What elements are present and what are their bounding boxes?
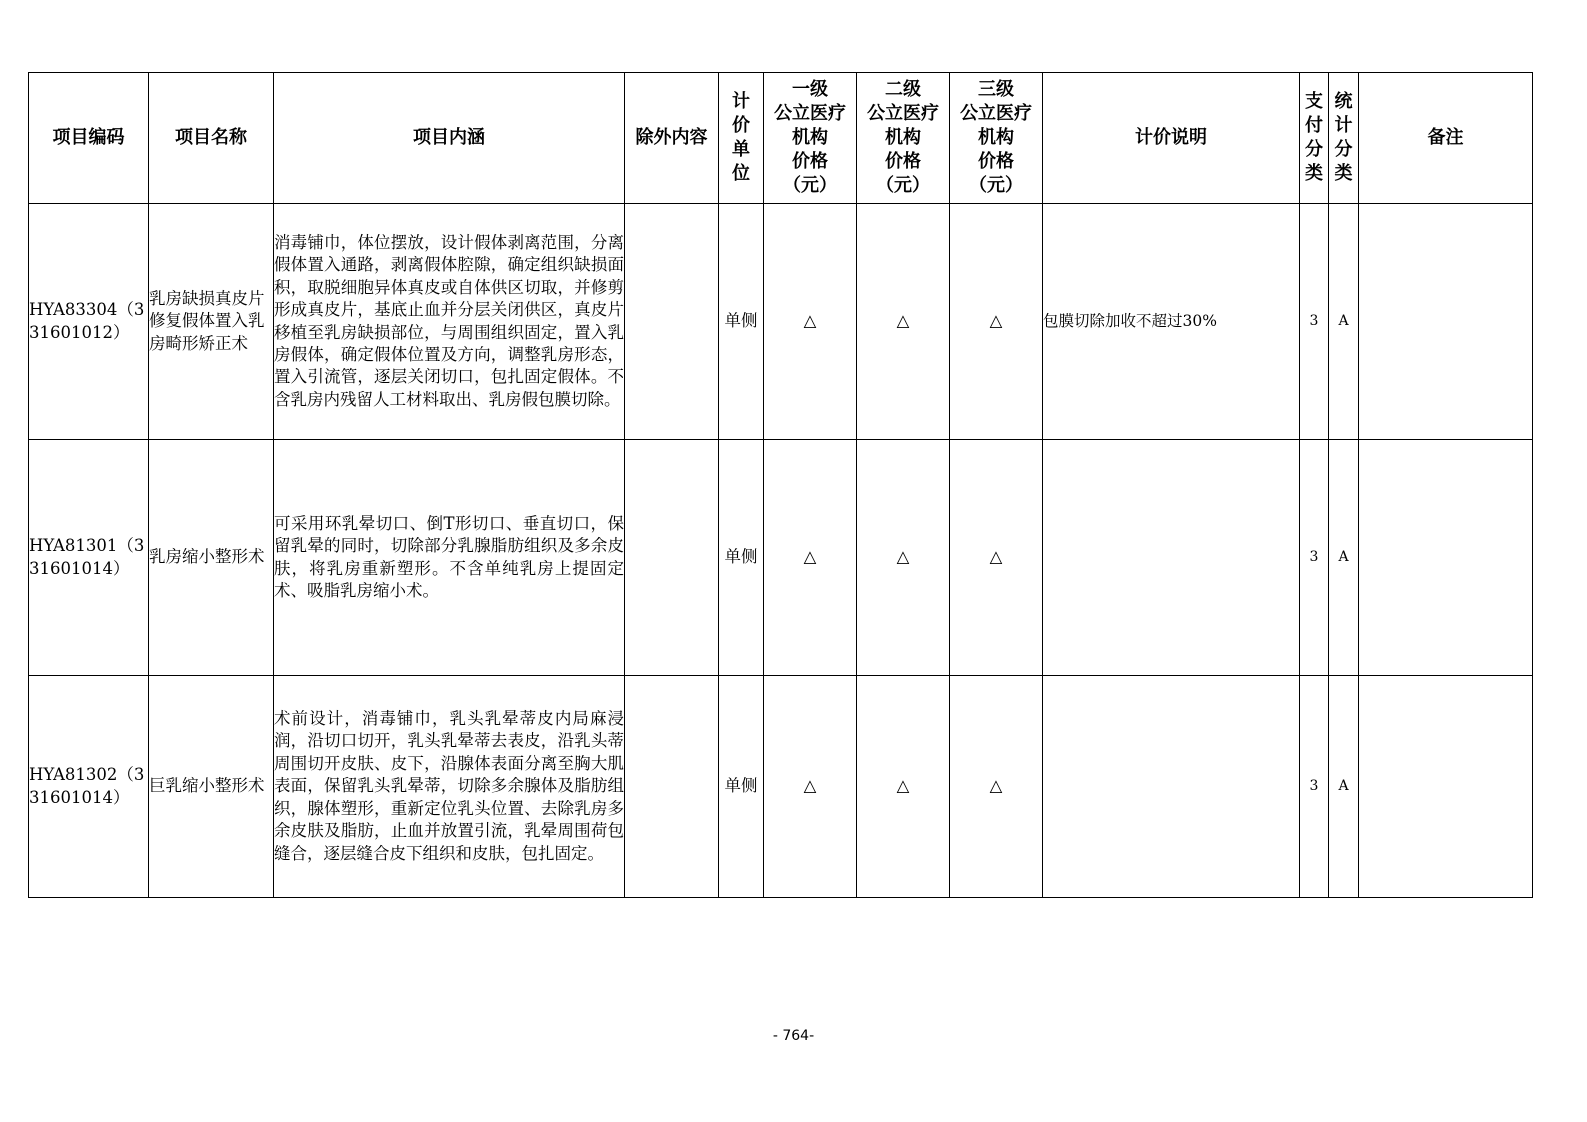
cell-price-level2: △: [857, 204, 950, 440]
header-level2: [857, 73, 950, 204]
cell-pricing-note: [1043, 676, 1300, 898]
header-stat-class-text: 统计分类: [1334, 91, 1353, 184]
cell-price-level1: △: [764, 676, 857, 898]
price-table: [28, 72, 1533, 898]
cell-pricing-note: [1043, 440, 1300, 676]
header-level2-line: 价格: [885, 151, 921, 172]
header-level2-line: 二级: [885, 79, 921, 100]
cell-exclude: [625, 204, 719, 440]
header-level2-line: 机构: [885, 127, 921, 148]
header-unit-text: 计价单位: [732, 91, 750, 184]
table-row: [29, 440, 1533, 676]
table-row: [29, 204, 1533, 440]
cell-stat-class: A: [1329, 676, 1359, 898]
header-code: 项目编码: [29, 73, 149, 204]
header-level2-line: 公立医疗: [867, 103, 939, 124]
header-exclude: 除外内容: [625, 73, 719, 204]
cell-name: 巨乳缩小整形术: [149, 676, 274, 898]
cell-price-level3: △: [950, 204, 1043, 440]
header-row: [29, 73, 1533, 204]
header-level3-line: 机构: [978, 127, 1014, 148]
cell-stat-class: A: [1329, 440, 1359, 676]
cell-price-level3: △: [950, 676, 1043, 898]
cell-remark: [1359, 676, 1533, 898]
cell-pricing-note: 包膜切除加收不超过30%: [1043, 204, 1300, 440]
header-level1-line: 一级: [792, 79, 828, 100]
cell-stat-class: A: [1329, 204, 1359, 440]
header-pay-class: [1300, 73, 1329, 204]
cell-content: 术前设计，消毒铺巾，乳头乳晕蒂皮内局麻浸润，沿切口切开，乳头乳晕蒂去表皮，沿乳头蒂周围切开皮肤、皮下，沿腺体表面分离至胸大肌表面，保留乳头乳晕蒂，切除多余腺体及脂肪组织，腺体塑形，重新定位乳头位置、去除乳房多余皮肤及脂肪，止血并放置引流，乳晕周围荷包缝合，逐层缝合皮下组织和皮肤，包扎固定。: [274, 676, 625, 898]
cell-name: 乳房缩小整形术: [149, 440, 274, 676]
header-level1-line: 机构: [792, 127, 828, 148]
cell-exclude: [625, 440, 719, 676]
cell-price-level1: △: [764, 204, 857, 440]
header-unit: [719, 73, 764, 204]
cell-pay-class: 3: [1300, 440, 1329, 676]
header-stat-class: [1329, 73, 1359, 204]
header-level3: [950, 73, 1043, 204]
cell-content: 消毒铺巾，体位摆放，设计假体剥离范围，分离假体置入通路，剥离假体腔隙，确定组织缺损面积，取脱细胞异体真皮或自体供区切取，并修剪形成真皮片，基底止血并分层关闭供区，真皮片移植至乳房缺损部位，与周围组织固定，置入乳房假体，确定假体位置及方向，调整乳房形态，置入引流管，逐层关闭切口，包扎固定假体。不含乳房内残留人工材料取出、乳房假包膜切除。: [274, 204, 625, 440]
cell-exclude: [625, 676, 719, 898]
header-level3-line: 价格: [978, 151, 1014, 172]
cell-name: 乳房缺损真皮片修复假体置入乳房畸形矫正术: [149, 204, 274, 440]
cell-remark: [1359, 204, 1533, 440]
cell-price-level1: △: [764, 440, 857, 676]
header-level3-line: 三级: [978, 79, 1014, 100]
cell-unit: 单侧: [719, 676, 764, 898]
table-row: [29, 676, 1533, 898]
cell-pay-class: 3: [1300, 676, 1329, 898]
header-level3-line: （元）: [969, 175, 1023, 196]
cell-unit: 单侧: [719, 440, 764, 676]
header-pricing-note: 计价说明: [1043, 73, 1300, 204]
header-level1-line: 公立医疗: [774, 103, 846, 124]
header-level1: [764, 73, 857, 204]
cell-code: HYA83304（331601012）: [29, 204, 149, 440]
header-remark: 备注: [1359, 73, 1533, 204]
header-level1-line: （元）: [783, 175, 837, 196]
header-level1-line: 价格: [792, 151, 828, 172]
header-pay-class-text: 支付分类: [1305, 91, 1323, 184]
cell-code: HYA81302（331601014）: [29, 676, 149, 898]
header-level2-line: （元）: [876, 175, 930, 196]
header-level3-line: 公立医疗: [960, 103, 1032, 124]
cell-content: 可采用环乳晕切口、倒T形切口、垂直切口，保留乳晕的同时，切除部分乳腺脂肪组织及多余皮肤，将乳房重新塑形。不含单纯乳房上提固定术、吸脂乳房缩小术。: [274, 440, 625, 676]
header-content: 项目内涵: [274, 73, 625, 204]
cell-price-level2: △: [857, 440, 950, 676]
header-name: 项目名称: [149, 73, 274, 204]
cell-price-level3: △: [950, 440, 1043, 676]
cell-price-level2: △: [857, 676, 950, 898]
cell-pay-class: 3: [1300, 204, 1329, 440]
cell-remark: [1359, 440, 1533, 676]
cell-code: HYA81301（331601014）: [29, 440, 149, 676]
page-number: - 764-: [772, 1028, 815, 1044]
cell-unit: 单侧: [719, 204, 764, 440]
